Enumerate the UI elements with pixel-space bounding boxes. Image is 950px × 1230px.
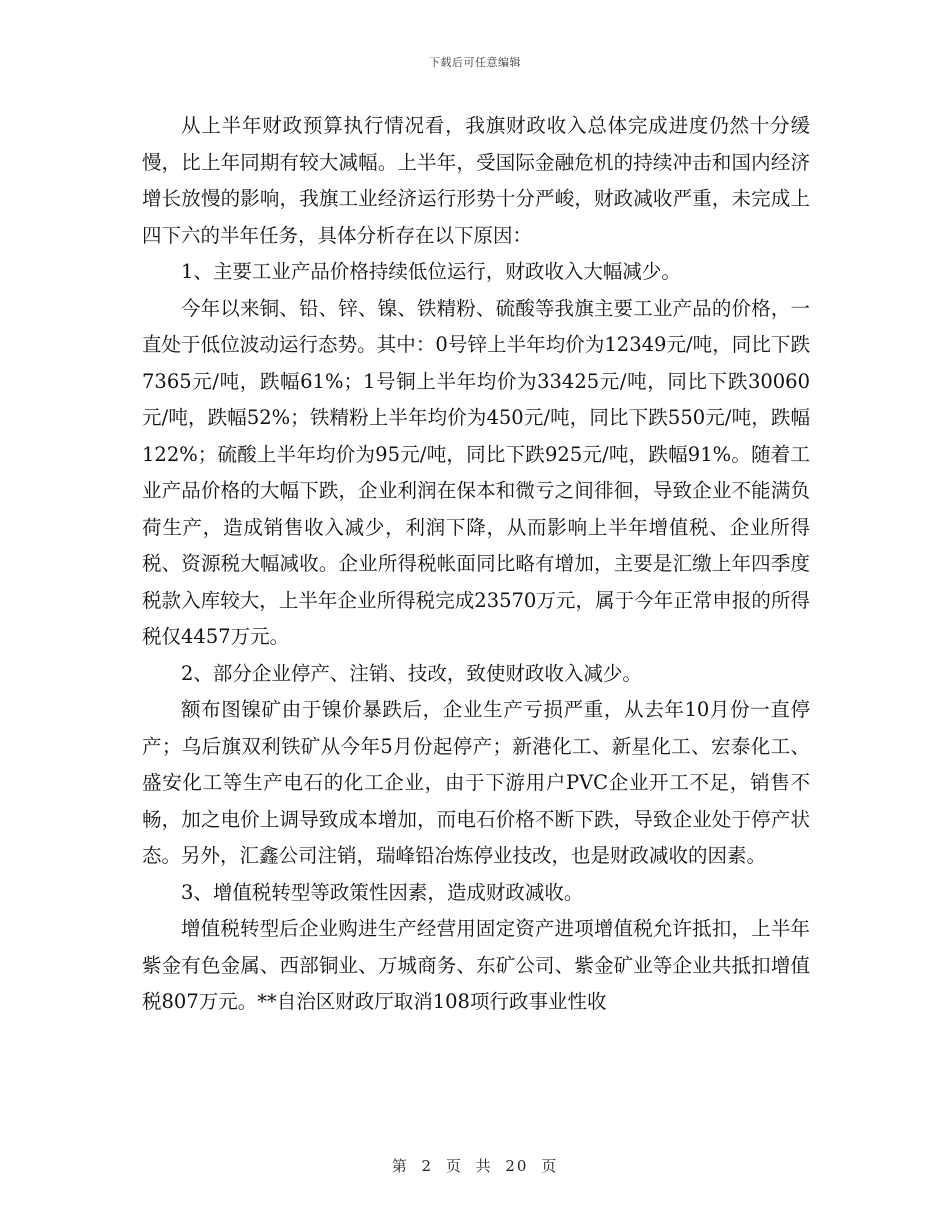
paragraph-heading-3: 3、增值税转型等政策性因素，造成财政减收。	[181, 880, 584, 904]
paragraph-heading-1: 1、主要工业产品价格持续低位运行，财政收入大幅减少。	[181, 260, 681, 283]
paragraph-vat-policy: 增值税转型后企业购进生产经营用固定资产进项增值税允许抵扣，上半年紫金有色金属、西部铜业、万城商务、东矿公司、紫金矿业等企业共抵扣增值税807万元。**自治区财政厅取消108项行政事业性收	[142, 917, 810, 1013]
paragraph-price-analysis: 今年以来铜、铅、锌、镍、铁精粉、硫酸等我旗主要工业产品的价格，一直处于低位波动运行态势。其中：0号锌上半年均价为12349元/吨，同比下跌7365元/吨，跌幅61%；1号铜上半年均价为33425元/吨，同比下跌30060元/吨，跌幅52%；铁精粉上半年均价为450元/吨，同比下跌550元/吨，跌幅122%；硫酸上半年均价为95元/吨，同比下跌925元/吨，跌幅91%。随着工业产品价格的大幅下跌，企业利润在保本和微亏之间徘徊，导致企业不能满负荷生产，造成销售收入减少，利润下降，从而影响上半年增值税、企业所得税、资源税大幅减收。企业所得税帐面同比略有增加，主要是汇缴上年四季度税款入库较大，上半年企业所得税完成23570万元，属于今年正常申报的所得税仅4457万元。	[142, 296, 810, 648]
paragraph-budget-overview: 从上半年财政预算执行情况看，我旗财政收入总体完成进度仍然十分缓慢，比上年同期有较大减幅。上半年，受国际金融危机的持续冲击和国内经济增长放慢的影响，我旗工业经济运行形势十分严峻，财政减收严重，未完成上四下六的半年任务，具体分析存在以下原因：	[142, 114, 810, 247]
paragraph-enterprise-shutdown: 额布图镍矿由于镍价暴跌后，企业生产亏损严重，从去年10月份一直停产；乌后旗双利铁矿从今年5月份起停产；新港化工、新星化工、宏泰化工、盛安化工等生产电石的化工企业，由于下游用户PVC企业开工不足，销售不畅，加之电价上调导致成本增加，而电石价格不断下跌，导致企业处于停产状态。另外，汇鑫公司注销，瑞峰铅冶炼停业技改，也是财政减收的因素。	[142, 698, 810, 867]
document-body	[142, 108, 810, 1021]
page-header: 下载后可任意编辑	[429, 56, 521, 69]
page-number-footer: 第 2 页 共 20 页	[391, 1157, 559, 1175]
paragraph-heading-2: 2、部分企业停产、注销、技改，致使财政收入减少。	[181, 661, 642, 685]
